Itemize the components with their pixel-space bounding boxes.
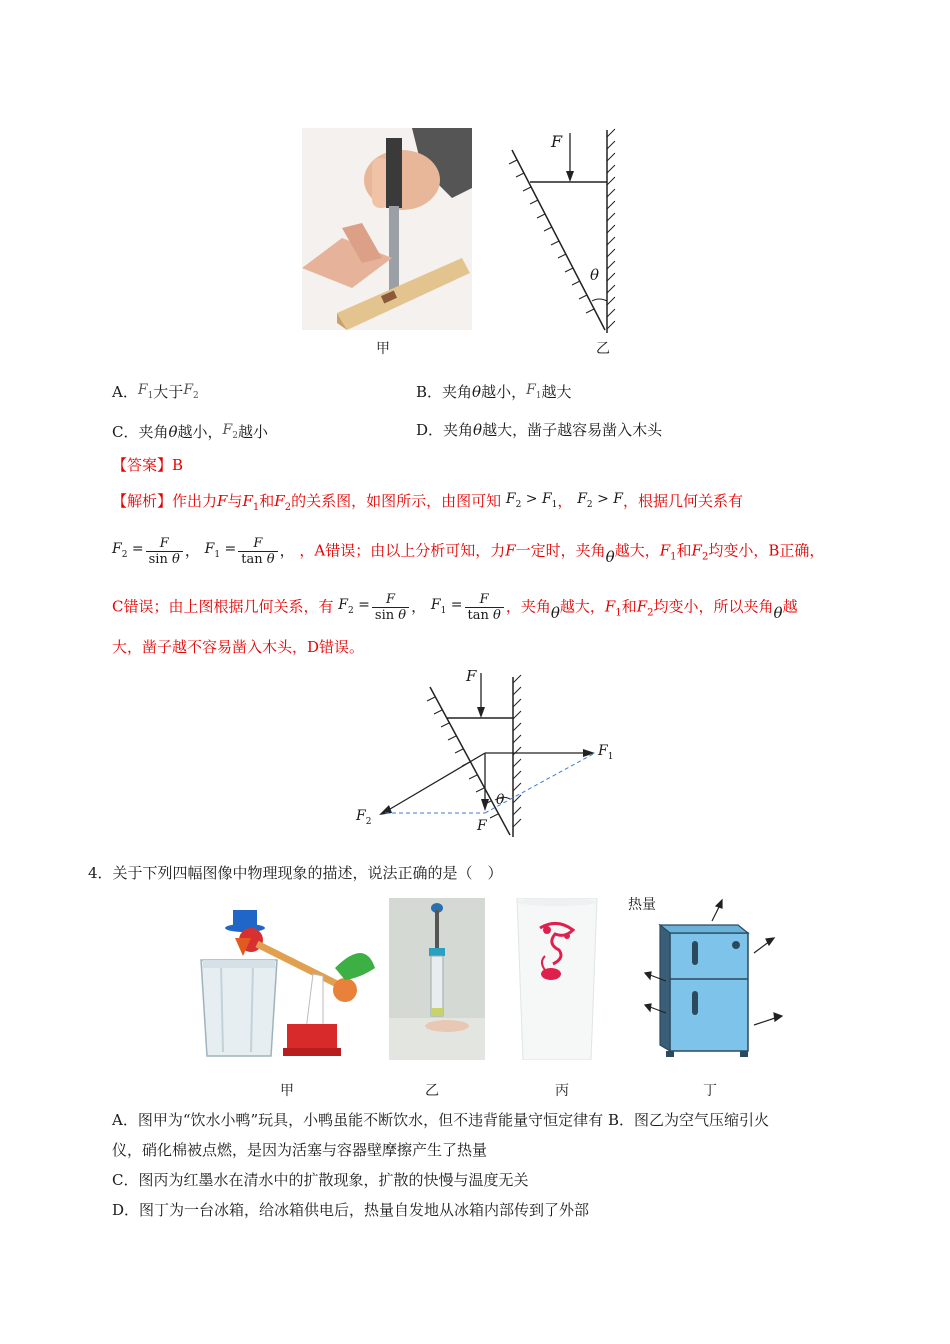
option-b: B．夹角θ越小，$F_1$越大 [416,382,572,401]
analysis-line-3: C错误；由上图根据几何关系，有 $F_2$ = $\frac{F}{\text{sin θ}}$ ， $F_1$ = $\frac{F}{\text{tan θ}}$ ，夹角θ越大，$F_1$和$F_2$均变小，所以夹角θ越 [112,592,798,623]
force-label-F-top: F [466,667,477,685]
q4-caption-ding: 丁 [703,1083,717,1099]
option-a: A．$F_1$大于$F_2$ [112,382,199,401]
q4-caption-bing: 丙 [555,1083,569,1099]
wedge-label-F: F [551,132,563,151]
analysis-line-1: 【解析】作出力F与$F_1$和$F_2$的关系图，如图所示，由图可知 $F_2 > F_1$， $F_2 > F$，根据几何关系有 [112,491,744,513]
figure-caption-yi: 乙 [596,341,610,357]
drinking-bird-photo [195,898,380,1060]
analysis-line-2: $F_2$ = $\frac{F}{\text{sin θ}}$ ， $F_1$ = $\frac{F}{\text{tan θ}}$ ， ，A错误；由以上分析可知，力F一定时，夹角θ越大，$F_1$和$F_2$均变小，B正确， [112,536,825,567]
fridge-heat-label: 热量 [628,897,656,913]
q4-option-a-line-1: A．图甲为“饮水小鸭”玩具，小鸭虽能不断饮水，但不违背能量守恒定律有 B．图乙为空气压缩引火 [112,1111,769,1129]
compression-igniter-photo [389,898,485,1060]
q4-option-c: C．图丙为红墨水在清水中的扩散现象，扩散的快慢与温度无关 [112,1171,529,1189]
force-diagram [355,665,620,840]
wedge-label-theta: θ [590,266,600,284]
fridge-diagram [630,895,790,1065]
q4-option-a-line-2: 仪，硝化棉被点燃，是因为活塞与容器壁摩擦产生了热量 [112,1141,488,1159]
analysis-line-4: 大，凿子越不容易凿入木头，D错误。 [112,638,365,656]
option-d: D．夹角θ越大，凿子越容易凿入木头 [416,421,663,439]
option-c: C．夹角θ越小，$F_2$越小 [112,422,268,441]
q4-caption-yi: 乙 [425,1083,439,1099]
wedge-diagram [500,125,625,340]
ink-diffusion-photo [495,898,619,1060]
chisel-photo [302,128,472,330]
force-label-F1: $F_1$ [598,743,614,762]
question4-stem: 4．关于下列四幅图像中物理现象的描述，说法正确的是（ ） [88,864,503,882]
figure-caption-jia: 甲 [376,341,390,357]
force-label-F-bottom: F [477,818,487,834]
q4-option-d: D．图丁为一台冰箱，给冰箱供电后，热量自发地从冰箱内部传到了外部 [112,1201,590,1219]
q4-caption-jia: 甲 [280,1083,294,1099]
force-label-theta: θ [496,792,505,808]
force-label-F2: $F_2$ [356,808,372,827]
answer-label: 【答案】B [112,456,184,474]
